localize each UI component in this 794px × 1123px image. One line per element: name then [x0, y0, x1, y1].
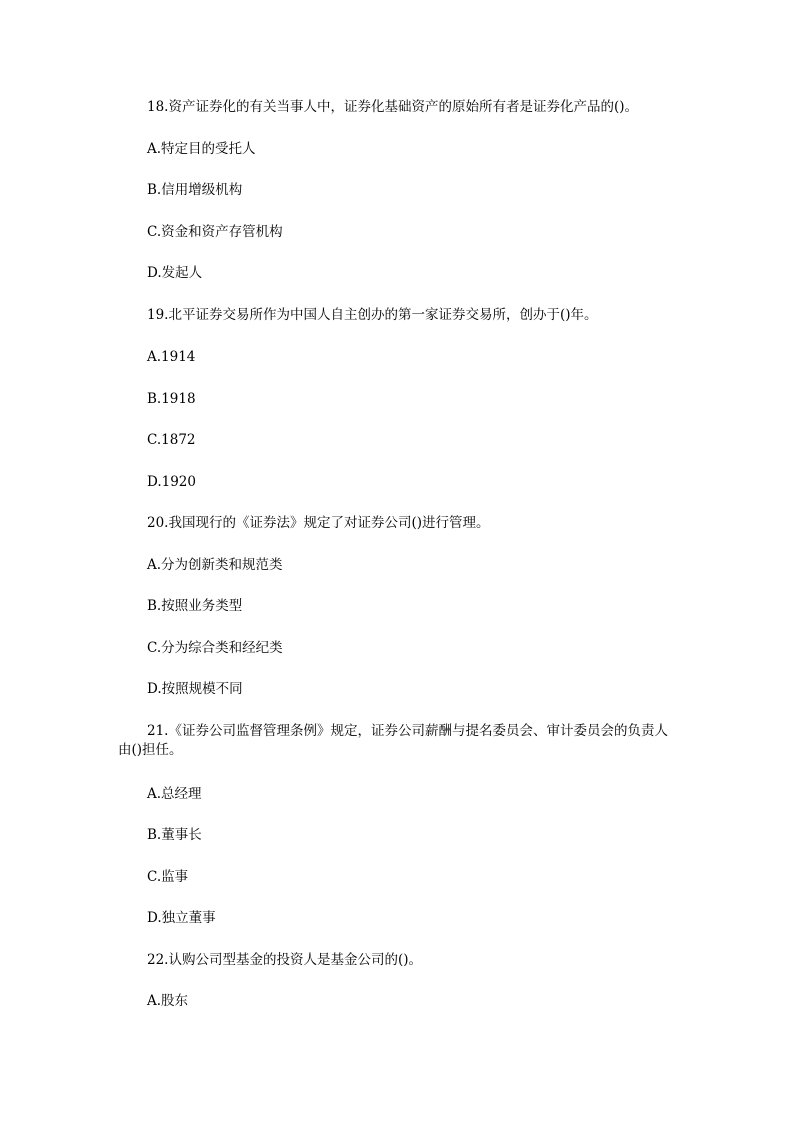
question-22-stem: 22.认购公司型基金的投资人是基金公司的()。: [147, 952, 423, 968]
question-20-option-b: B.按照业务类型: [147, 598, 243, 614]
question-21-option-a: A.总经理: [147, 786, 202, 802]
question-18-option-a: A.特定目的受托人: [147, 141, 256, 157]
question-19-option-d: D.1920: [147, 474, 196, 490]
question-19-stem: 19.北平证券交易所作为中国人自主创办的第一家证券交易所，创办于()年。: [147, 307, 598, 323]
question-20-option-c: C.分为综合类和经纪类: [147, 640, 283, 656]
question-18-option-d: D.发起人: [147, 265, 203, 281]
question-19-option-b: B.1918: [147, 391, 196, 407]
question-20-stem: 20.我国现行的《证券法》规定了对证券公司()进行管理。: [147, 515, 490, 531]
question-21-stem: 21.《证券公司监督管理条例》规定，证券公司薪酬与提名委员会、审计委员会的负责人由()担任。: [118, 723, 668, 758]
question-21-option-d: D.独立董事: [147, 910, 216, 926]
question-19-option-a: A.1914: [147, 349, 196, 365]
question-18-option-c: C.资金和资产存管机构: [147, 224, 283, 240]
question-22-option-a: A.股东: [147, 993, 189, 1009]
question-19-option-c: C.1872: [147, 432, 196, 448]
question-21-option-c: C.监事: [147, 869, 189, 885]
question-18-stem: 18.资产证券化的有关当事人中，证券化基础资产的原始所有者是证券化产品的()。: [147, 99, 639, 115]
question-21-option-b: B.董事长: [147, 827, 202, 843]
question-20-option-d: D.按照规模不同: [147, 681, 243, 697]
question-20-option-a: A.分为创新类和规范类: [147, 557, 283, 573]
question-18-option-b: B.信用增级机构: [147, 182, 243, 198]
